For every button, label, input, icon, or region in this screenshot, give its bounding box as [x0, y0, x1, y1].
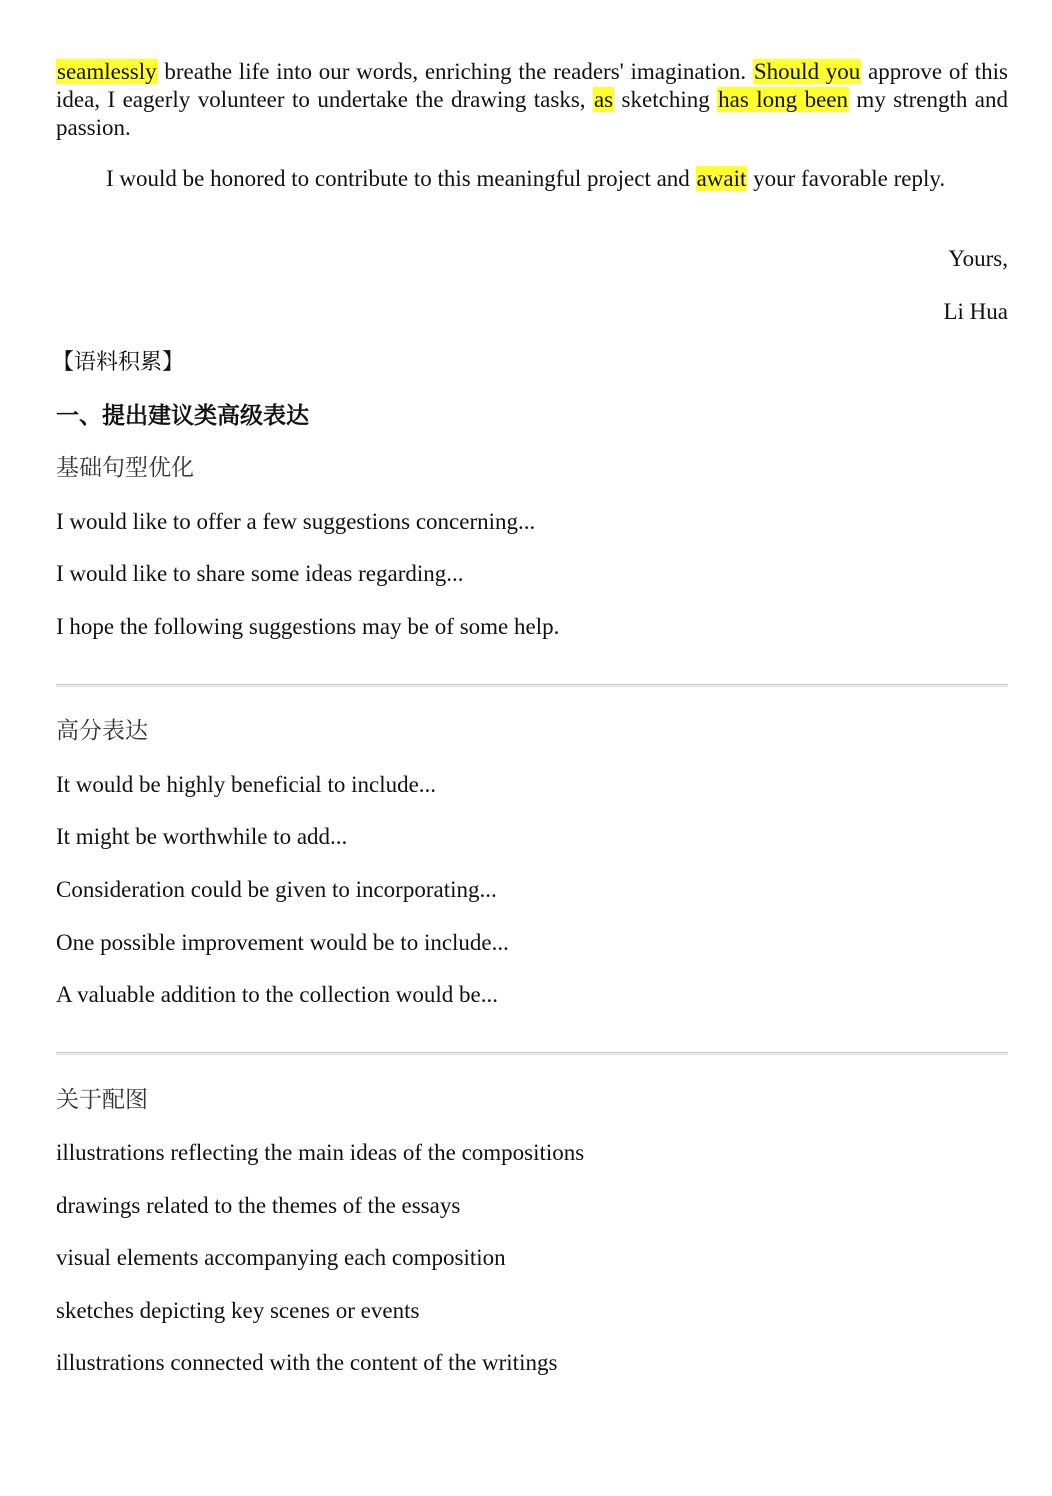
- phrase-item: sketches depicting key scenes or events: [56, 1298, 420, 1323]
- phrase-item: drawings related to the themes of the essays: [56, 1193, 461, 1218]
- phrase-item: illustrations reflecting the main ideas of the compositions: [56, 1140, 585, 1165]
- group-heading-basic: 基础句型优化: [56, 455, 194, 481]
- phrase-item: It might be worthwhile to add...: [56, 824, 348, 849]
- phrase-item: I would like to share some ideas regarding...: [56, 561, 464, 586]
- letter-paragraph-2: [56, 165, 1008, 193]
- text-span: I would be honored to contribute to this meaningful project and: [106, 166, 696, 191]
- text-span: breathe life into our words, enriching the readers' imagination.: [157, 59, 753, 84]
- phrase-item: One possible improvement would be to include...: [56, 930, 509, 955]
- phrase-item: A valuable addition to the collection would be...: [56, 982, 499, 1007]
- group-heading-advanced: 高分表达: [56, 718, 148, 744]
- section-divider: [56, 1052, 1008, 1055]
- phrase-item: Consideration could be given to incorporating...: [56, 877, 497, 902]
- phrase-item: I would like to offer a few suggestions concerning...: [56, 509, 536, 534]
- text-span: your favorable reply.: [747, 166, 946, 191]
- section-divider: [56, 684, 1008, 687]
- phrase-item: I hope the following suggestions may be of some help.: [56, 614, 560, 639]
- letter-closing: Yours,: [948, 246, 1008, 271]
- group-heading-illustrations: 关于配图: [56, 1087, 148, 1113]
- highlight-span: seamlessly: [57, 59, 157, 84]
- highlight-span: await: [696, 166, 747, 191]
- highlight-span: has long been: [718, 87, 848, 112]
- highlight-span: Should you: [753, 59, 861, 84]
- highlight-span: as: [593, 87, 614, 112]
- phrase-item: visual elements accompanying each composition: [56, 1245, 506, 1270]
- letter-paragraph-1: [56, 58, 1008, 142]
- section-title: 一、提出建议类高级表达: [56, 403, 309, 429]
- text-span: my strength and passion.: [56, 87, 1009, 140]
- phrase-item: illustrations connected with the content of the writings: [56, 1350, 558, 1375]
- text-span: approve of this idea, I eagerly volunteer to undertake the drawing tasks,: [56, 59, 1008, 112]
- letter-signature: Li Hua: [943, 299, 1008, 324]
- notes-bracket-title: 【语料积累】: [52, 350, 185, 375]
- phrase-item: It would be highly beneficial to include...: [56, 772, 437, 797]
- text-span: sketching: [614, 87, 718, 112]
